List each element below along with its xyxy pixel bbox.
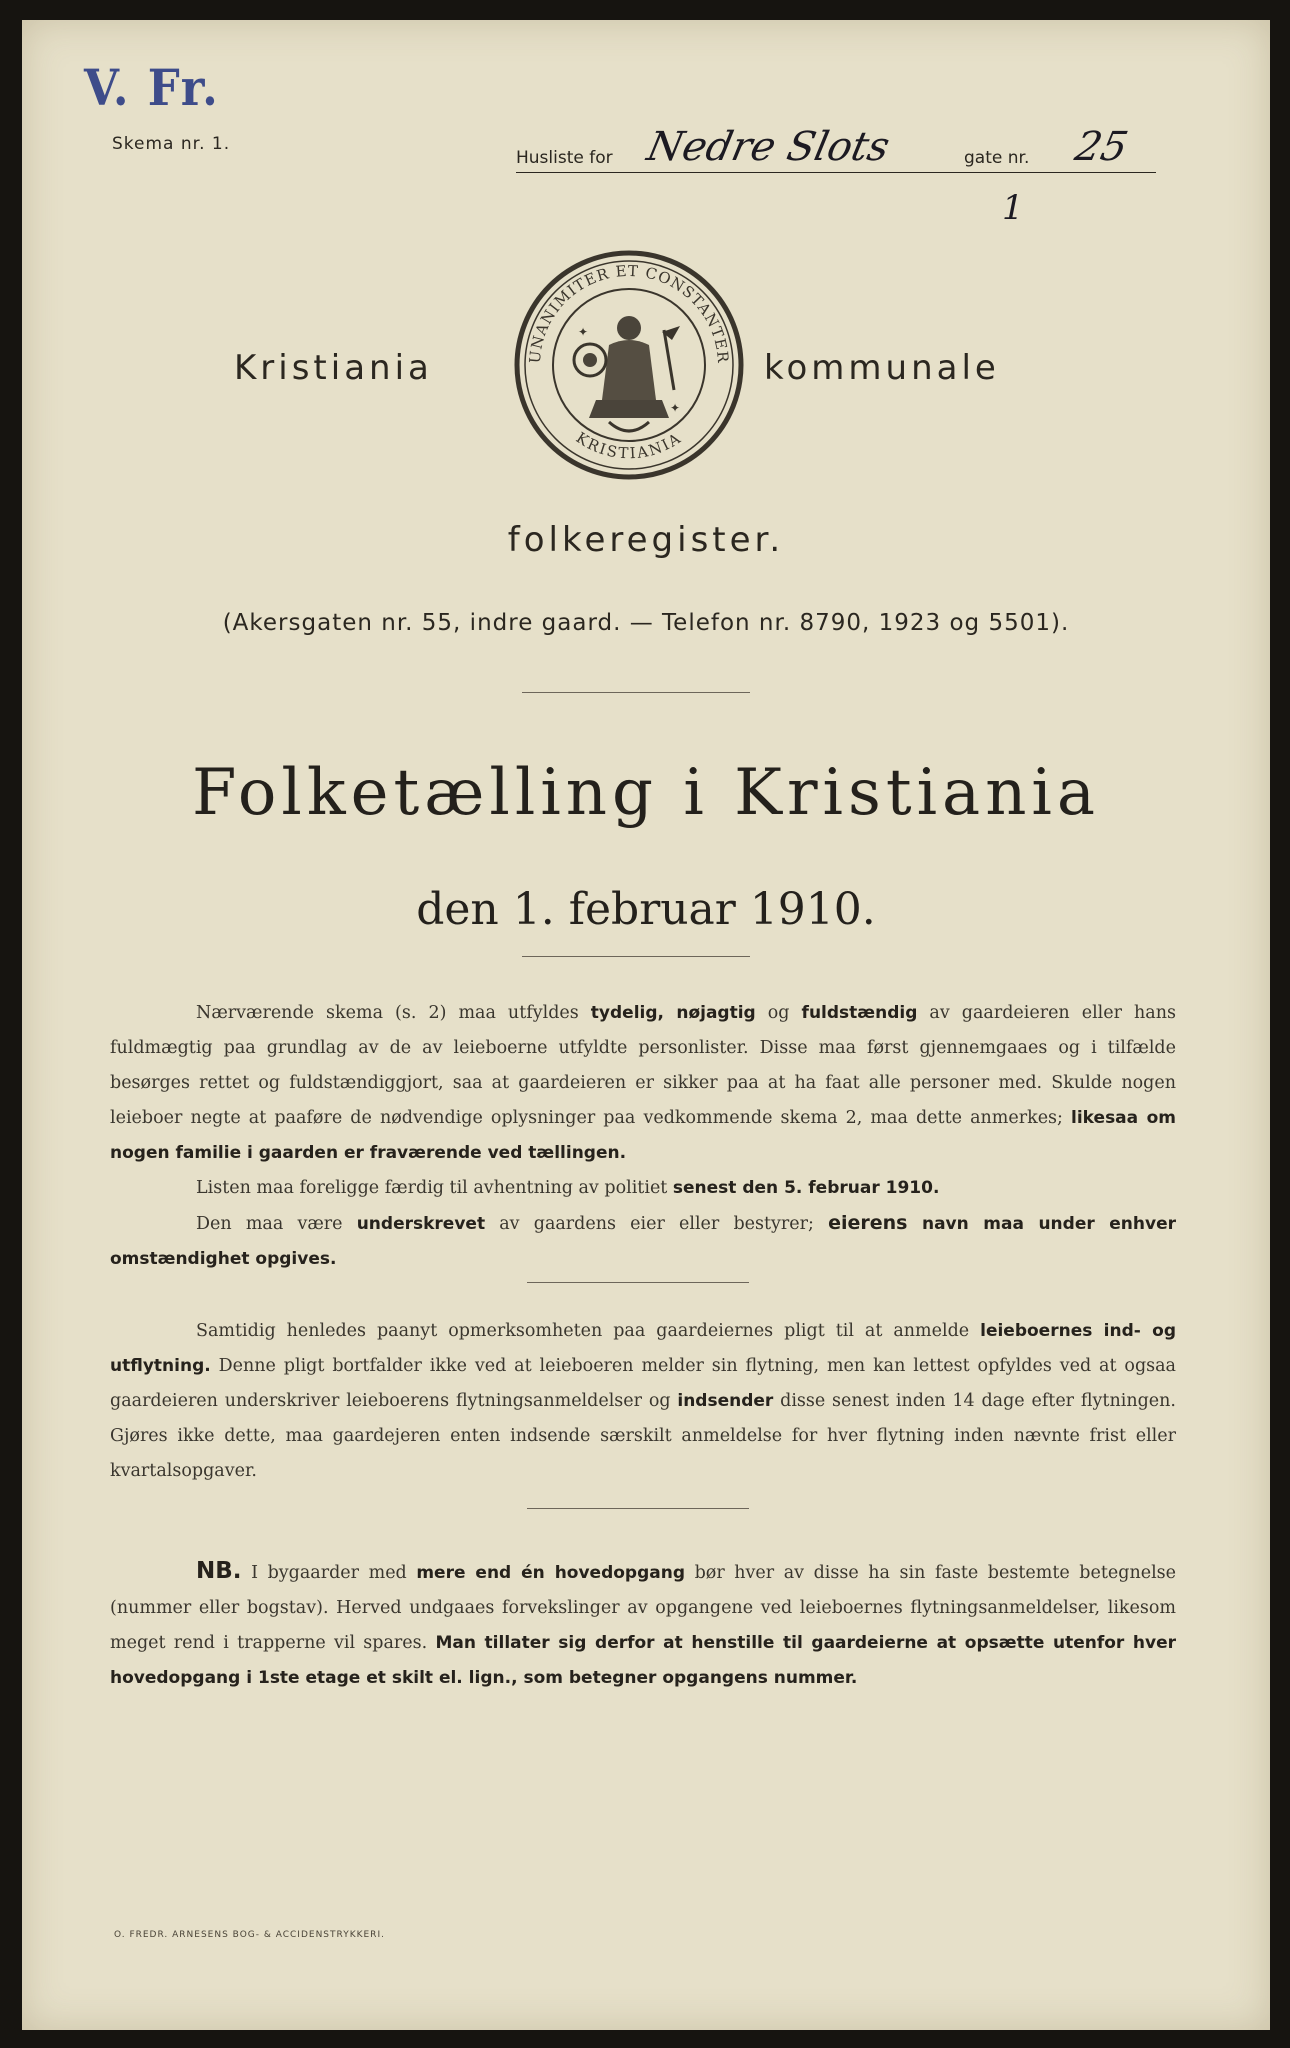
divider — [522, 692, 750, 693]
city-seal-icon — [504, 240, 754, 490]
husliste-label: Husliste for — [516, 148, 613, 168]
svg-text:KRISTIANIA — [573, 428, 685, 462]
svg-text:✦: ✦ — [578, 325, 589, 339]
paragraph-5: NB. I bygaarder med mere end én hovedopgang bør hver av disse ha sin faste bestemte betegnelse (nummer eller bogstav). Herved undgaaes forvekslinger av opgangene ved leieboernes flytningsanmeldelser, likesom meget rend i trapperne vil spares. Man tillater sig derfor at henstille til gaardeierne at opsætte utenfor hver hovedopgang i 1ste etage et skilt el. lign., som betegner opgangens nummer. — [110, 1558, 1177, 1688]
paragraph-4: Samtidig henledes paanyt opmerksomheten paa gaardeiernes pligt til at anmelde leieboernes ind- og utflytning. Denne pligt bortfalder ikke ved at leieboeren melder sin flytning, men kan lettest opfyldes ved at ogsaa gaardeieren underskriver leieboerens flytningsanmeldelser og indsender disse senest inden 14 dage efter flytningen. Gjøres ikke dette, maa gaardejeren enten indsende særskilt anmeldelse for hver flytning inden nævnte frist eller kvartalsopgaver. — [110, 1321, 1176, 1481]
nb-notice — [110, 1554, 1176, 1696]
blue-stamp: V. Fr. — [84, 58, 220, 117]
handwritten-mark: 1 — [1002, 188, 1024, 228]
divider — [522, 956, 750, 957]
census-form-page — [22, 20, 1270, 2030]
address-line: (Akersgaten nr. 55, indre gaard. — Telefon nr. 8790, 1923 og 5501). — [222, 610, 1070, 636]
sub-title: den 1. februar 1910. — [416, 884, 876, 935]
seal-text-top: UNANIMITER ET CONSTANTER — [525, 261, 733, 365]
handwritten-street: Nedre Slots — [643, 124, 894, 170]
paragraph-3: Den maa være underskrevet av gaardens eier eller bestyrer; eierens navn maa under enhver omstændighet opgives. — [110, 1212, 1176, 1269]
svg-text:✦: ✦ — [670, 401, 681, 415]
seal-text-bottom: KRISTIANIA — [572, 428, 686, 463]
divider — [527, 1282, 749, 1283]
heading-kristiania: Kristiania — [234, 348, 433, 388]
printer-imprint: O. FREDR. ARNESENS BOG- & ACCIDENSTRYKKERI. — [114, 1930, 385, 1940]
instructions-block — [110, 996, 1176, 1277]
moving-notice — [110, 1314, 1176, 1489]
heading-folkeregister: folkeregister. — [507, 520, 785, 560]
heading-kommunale: kommunale — [764, 348, 1000, 388]
husliste-line — [516, 124, 1156, 173]
divider — [527, 1508, 749, 1509]
main-title: Folketælling i Kristiania — [191, 756, 1101, 830]
gate-label: gate nr. — [964, 148, 1030, 168]
schema-number: Skema nr. 1. — [112, 134, 231, 154]
paragraph-1: Nærværende skema (s. 2) maa utfyldes tydelig, nøjagtig og fuldstændig av gaardeieren eller hans fuldmægtig paa grundlag av de av leieboerne utfyldte personlister. Disse maa først gjennemgaaes og i tilfælde besørges rettet og fuldstændiggjort, saa at gaardeieren er sikker paa at ha faat alle personer med. Skulde nogen leieboer negte at paaføre de nødvendige oplysninger paa vedkommende skema 2, maa dette anmerkes; likesaa om nogen familie i gaarden er fraværende ved tællingen. — [110, 1003, 1176, 1163]
paragraph-2: Listen maa foreligge færdig til avhentning av politiet senest den 5. februar 1910. — [196, 1178, 940, 1198]
handwritten-number: 25 — [1071, 124, 1132, 170]
